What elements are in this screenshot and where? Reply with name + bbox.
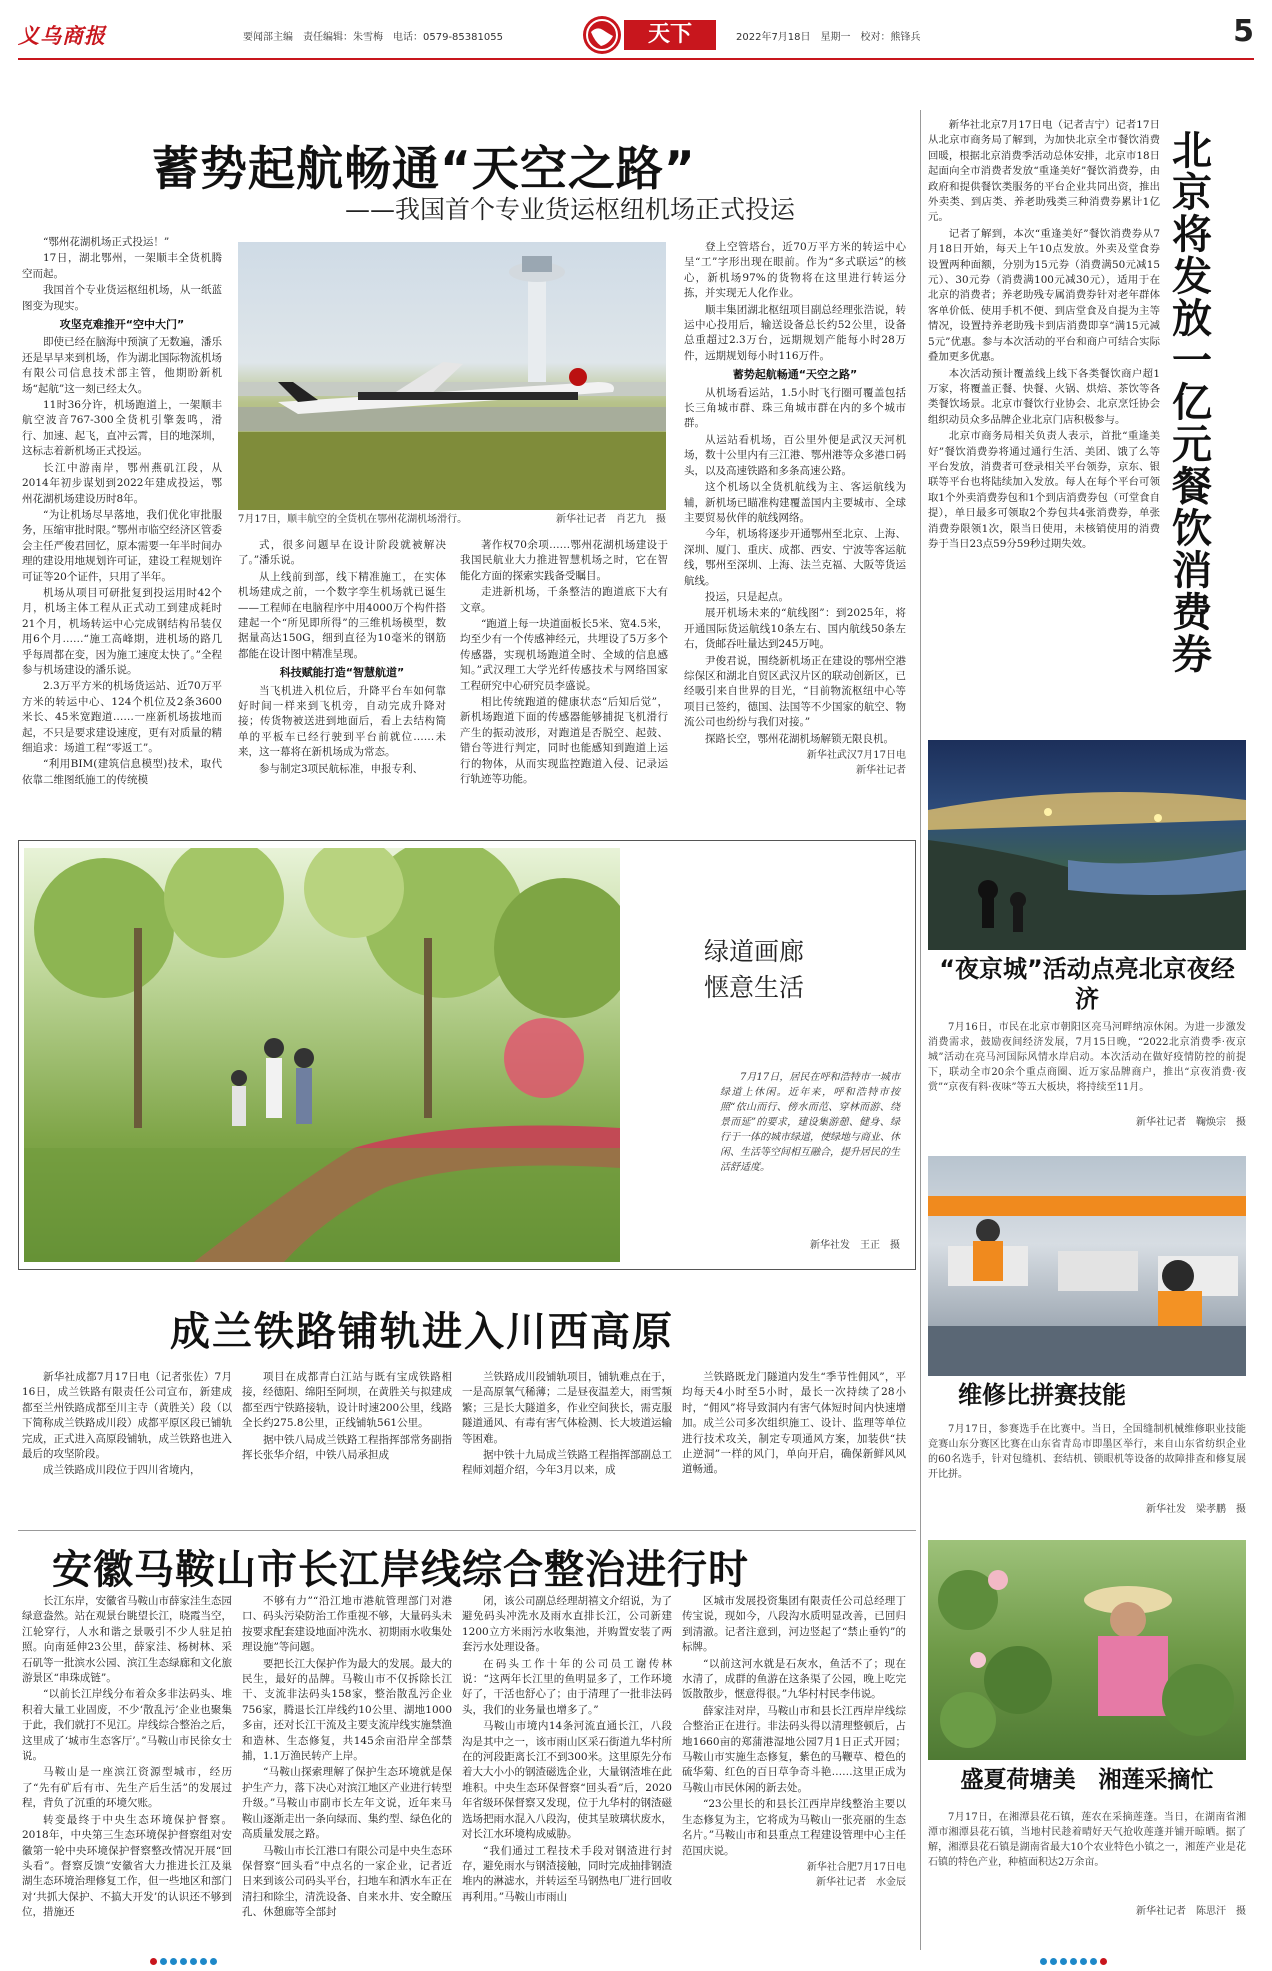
anhui-col2: 不够有力”“沿江地市港航管理部门对港口、码头污染防治工作重视不够，大量码头未按要求配套建设地面冲洗水、初期雨水收集处理设施”等问题。 要把长江大保护作为最大的发展。最大的民生，最好的品牌。马鞍山市不仅拆除长江干、支流非法码头158家，整治散乱污企业756家，腾退长江岸线约10公里、湖地1000多亩，还对长江干流及主要支流岸线实施禁渔和造林、生态修复，共145余亩沿岸全部禁捕，1.1万渔民转产上岸。 “马鞍山探索理解了保护生态环境就是保护生产力，落下决心对滨江地区产业进行转型升级。”马鞍山市副市长左年文说，近年来马鞍山逐渐走出一条向绿而、集约型、绿色化的高质量发展之路。 马鞍山市长江港口有限公司是中央生态环保督察“回头看”中点名的一家企业，记者近日来到该公司码头平台，扫地车和洒水车正在清扫和除尘，清洗设备、自来水井、安全瞭压孔、休憩廊等全部封 [242,1595,452,1919]
airport-col2: 式，很多问题早在设计阶段就被解决了。”潘乐说。 从上线前到部，线下精准施工，在实体机场建成之前，一个数字孪生机场就已诞生——工程师在电脑程序中用4000万个构件搭建起一个“所见即所得”的三维机场模型，数据量高达150G，细到直径为10毫米的钢筋都能在设计图中精准呈现。 科技赋能打造“智慧航道” 当飞机进入机位后，升降平台车如何靠好时间一样来到飞机旁，自动完成升降对接；传货物被送进到地面后，看上去结构简单的平板车已经行驶到平台前就位……未来，这一幕将在新机场成为常态。 参与制定3项民航标准，申报专利、 [238,539,446,775]
airport-photo-caption: 7月17日，顺丰航空的全货机在鄂州花湖机场滑行。 新华社记者 肖艺九 摄 [238,514,666,525]
airport-col4: 登上空管塔台，近70万平方米的转运中心呈“工”字形出现在眼前。作为“多式联运”的核心，新机场97%的货物将在这里进行转运分拣，并实现无人化作业。 顺丰集团湖北枢纽项目副总经理张浩说，转运中心投用后，输送设备总长约52公里，设备总重超过2.3万台，远期规划产能每小时28万件，远期规划每小时116万件。 蓄势起航畅通“天空之路” 从机场看运站，1.5小时飞行圈可覆盖包括长三角城市群、珠三角城市群在内的多个城市群。 从运站看机场，百公里外便是武汉天河机场，数十公里内有三江港、鄂州港等众多港口码头，以及高速铁路和多条高速公路。 这个机场以全货机航线为主、客运航线为辅，新机场已瞄准构建覆盖国内主要城市、全球主要贸易伙伴的航线网络。 今年，机场将逐步开通鄂州至北京、上海、深圳、厦门、重庆、成都、西安、宁波等客运航线，鄂州至深圳、上海、法兰克福、大阪等货运航线。 投运，只是起点。 展开机场未来的“航线图”：到2025年，将开通国际货运航线10条左右、国内航线50条左右，货邮吞吐量达到245万吨。 尹俊君说，围绕新机场正在建设的鄂州空港综保区和湖北自贸区武汉片区的联动创新区，已经吸引来自世界的目光，“目前物流枢纽中心等项目已签约，德国、法国等不少国家的航空、物流公司也纷纷与我们对接。” 探路长空，鄂州花湖机场解锁无限良机。 新华社武汉7月17日电 新华社记者 [684,241,906,777]
airport-subheadline: ——我国首个专业货运枢纽机场正式投运 [345,195,796,224]
repair-caption: 7月17日，参赛选手在比赛中。当日，全国缝制机械维修职业技能竞赛山东分赛区比赛在山东省青岛市即墨区举行，来自山东省纺织企业的60名选手，针对包缝机、套结机、锁眼机等设备的故障排查和修复展开比拼。 [928,1424,1246,1480]
lotus-caption: 7月17日，在湘潭县花石镇，莲农在采摘莲蓬。当日，在湖南省湘潭市湘潭县花石镇，当地村民趁着晴好天气抢收莲蓬并铺开晾晒。据了解，湘潭县花石镇是湖南省最大10个农业特色小镇之一，湘莲产业是花石镇的特色产业，种植面积达2万余亩。 [928,1812,1246,1868]
rail-col4: 兰铁路既龙门隧道内发生“季节性佣风”，平均每天4小时至5小时，最长一次持续了28小时，“佣风”将导致洞内有害气体短时间内快速增加。成兰公司多次组织施工、设计、监理等单位进行技术攻关，制定专项通风方案，加装供“扶止逆洞”一样的风门，单向开启，确保新鲜风风道畅通。 [682,1371,906,1476]
header-rule [18,58,1254,60]
greenway-photo [24,848,620,1262]
greenway-credit: 新华社发 王正 摄 [810,1240,900,1251]
greenway-caption: 7月17日，居民在呼和浩特市一城市绿道上休闲。近年来，呼和浩特市按照“依山而行、傍水而范、穿林而游、绕景而延”的要求，建设集游憩、健身、绿行于一体的城市绿道，使绿地与商业、休闲、生活等空间相互融合，提升居民的生活舒适度。 [720,1072,900,1173]
airport-photo [238,242,666,510]
section-label: 天下 [624,20,716,50]
airport-col3: 著作权70余项……鄂州花湖机场建设于我国民航业大力推进智慧机场之时，它在智能化方面的探索实践备受瞩目。 走进新机场，千条整洁的跑道底下大有文章。 “跑道上每一块道面板长5米、宽4.5米，均至少有一个传感神经元，共埋设了5万多个传感器，实现机场跑道全时、全域的信息感知。”武汉理工大学光纤传感技术与网络国家工程研究中心研究员李盛说。 相比传统跑道的健康状态“后知后觉”，新机场跑道下面的传感器能够捕捉飞机滑行产生的振动波形，对跑道是否脱空、起鼓、错台等进行判定，同时也能感知到跑道上运行的物体，从而实现监控跑道入侵、记录运行轨迹等功能。 [460,539,668,786]
airport-col1: “鄂州花湖机场正式投运！” 17日，湖北鄂州，一架顺丰全货机腾空而起。 我国首个专业货运枢纽机场，从一纸蓝图变为现实。 攻坚克难推开“空中大门” 即使已经在脑海中预演了无数遍，潘乐还是早早来到机场，作为湖北国际物流机场有限公司信息技术部主管，他期盼新机场“起航”这一刻已经太久。 11时36分许，机场跑道上，一架顺丰航空波音767-300全货机引擎轰鸣，滑行、加速、起飞，直冲云霄，目的地深圳，这标志着新机场正式投运。 长江中游南岸，鄂州燕矶江段，从2014年初步谋划到2022年建成投运，鄂州花湖机场建设历时8年。 “为让机场尽早落地，我们优化审批服务，压缩审批时限。”鄂州市临空经济区管委会主任严俊君回忆，原本需要一年半时间办理的建设用地规划许可证，建设工程规划许可证等20个证件，只用了半年。 机场从项目可研批复到投运用时42个月，机场主体工程从正式动工到建成耗时21个月，机场转运中心完成钢结构吊装仅用6个月……“施工高峰期，进机场的路几乎每周都在变，因为施工速度太快了。”全程参与机场建设的潘乐说。 2.3万平方米的机场货运站、近70万平方米的转运中心、124个机位及2条3600米长、45米宽跑道……一座新机场拔地而起，不只是要求建设速度，更有对质量的精细追求：场道工程“零返工”。 “利用BIM(建筑信息模型)技术，取代依靠二维图纸施工的传统模 [22,236,222,786]
lotus-headline: 盛夏荷塘美 湘莲采摘忙 [960,1767,1214,1793]
night-city-photo [928,740,1246,950]
night-headline: “夜京城”活动点亮北京夜经济 [939,955,1235,1013]
anhui-headline: 安徽马鞍山市长江岸线综合整治进行时 [52,1547,749,1593]
beijing-article-body: 新华社北京7月17日电（记者吉宁）记者17日从北京市商务局了解到，为加快北京全市餐饮消费回暖，根据北京消费季活动总体安排，北京市18日起面向全市消费者发放“重逢美好”餐饮消费券，由政府和提供餐饮类服务的平台企业共同出资，推出外卖类、到店类、养老助残类三种消费券累计1亿元。 记者了解到，本次“重逢美好”餐饮消费券从7月18日开始，每天上午10点发放。外卖及堂食券设置两种面额，分别为15元券（消费满50元减15元）、30元券（消费满100元减30元），适用于在北京的消费者；养老助残专属消费券针对老年群体客单价低、使用手机不便、到店堂食及自提为主等情况，设置持养老助残卡到店消费即享“满15元减5元”优惠。参与本次活动的平台和商户可结合实际叠加更多优惠。 本次活动预计覆盖线上线下各类餐饮商户超1万家，将覆盖正餐、快餐、火锅、烘焙、茶饮等各类餐饮场景。北京市餐饮行业协会、北京烹饪协会组织动员众多品牌企业北京门店积极参与。 北京市商务局相关负责人表示，首批“重逢美好”餐饮消费券将通过通行生活、美团、饿了么等平台发放，消费者可登录相关平台领券，京东、银联等平台也将陆续加入发放。每人在每个平台可领取1个外卖消费券包和1个到店消费券包（可堂食自提），单日最多可领取2个券包共4张消费券，单张消费券限领1次，限当日使用，未核销使用的消费券于当日23点59分59秒过期失效。 [928,119,1160,550]
page-number: 5 [1233,14,1254,49]
rail-headline: 成兰铁路铺轨进入川西高原 [170,1309,674,1355]
greenway-title: 绿道画廊 惬意生活 [704,937,805,1002]
rail-col2: 项目在成都青白江站与既有宝成铁路相接，经德阳、绵阳至阿坝，在黄胜关与拟建成都至西宁铁路接轨，设计时速200公里，线路全长约275.8公里，正线铺轨561公里。 据中铁八局成兰铁路工程指挥部常务副指挥长张华介绍，中铁八局承担成 [242,1371,452,1462]
night-credit: 新华社记者 鞠焕宗 摄 [1136,1117,1246,1128]
lotus-harvest-photo [928,1540,1246,1760]
rail-col3: 兰铁路成川段铺轨项目，铺轨难点在于，一是高原氧气稀薄；二是昼夜温差大，雨雪频繁；三是长大隧道多，作业空间狭长，需克服隧道通风、有毒有害气体检测、长大坡道运输等困难。 据中铁十九局成兰铁路工程指挥部副总工程师刘超介绍，今年3月以来，成 [462,1371,672,1477]
column-divider [920,110,921,1950]
footer-dots-right [1040,1950,1110,1969]
repair-contest-photo [928,1156,1246,1376]
anhui-col3: 闭，该公司副总经理胡禧文介绍说，为了避免码头冲洗水及雨水直排长江，公司新建1200立方米雨污水收集池，并购置安装了两套污水处理设备。 在码头工作十年的公司员工谢传林说：“这两年长江里的鱼明显多了，工作环境好了，干活也舒心了；由于清理了一批非法码头，我们的业务量也增多了。” 马鞍山市境内14条河流直通长江，八段沟是其中之一，该市雨山区采石街道九华村所在的河段距离长江不到300米。这里原先分布着大大小小的钢渣磁选企业，大量钢渣堆在此堆积。中央生态环保督察“回头看”后，2020年省级环保督察又发现，位于九华村的钢渣磁选场把雨水混入八段沟，使其呈玻璃状废水，对长江水环境构成威胁。 “我们通过工程技术手段对钢渣进行封存，避免雨水与钢渣接触，同时完成抽排钢渣堆内的淋滤水，并转运至马钢热电厂进行回收再利用。”马鞍山市雨山 [462,1595,672,1903]
repair-headline: 维修比拼赛技能 [958,1381,1126,1409]
globe-logo-icon [583,16,621,54]
rail-col1: 新华社成都7月17日电（记者张佐）7月16日，成兰铁路有限责任公司宣布，新建成都至兰州铁路成都至川主寺（黄胜关）段（以下简称成兰铁路成川段）成都平原区段已铺轨完成，正式进入高原段铺轨，成兰铁路也进入最后的攻坚阶段。 成兰铁路成川段位于四川省境内， [22,1371,232,1477]
footer-dots-left [150,1950,220,1969]
editor-info: 要闻部主编 责任编辑：朱雪梅 电话：0579-85381055 [243,32,503,43]
anhui-col4: 区城市发展投资集团有限责任公司总经理丁传宝说，现如今，八段沟水质明显改善，已回归到清澈。记者注意到，河边竖起了“禁止垂钓”的标牌。 “以前这河水就是石灰水，鱼活不了；现在水清了，成群的鱼游在这条渠了公园，晚上吃完饭散散步，惬意得很。”九华村村民李伟说。 薛家洼对岸，马鞍山市和县长江西岸岸线综合整治正在进行。非法码头得以清理整顿后，占地1660亩的郑蒲港湿地公园7月1日正式开园；马鞍山市实施生态修复，紫色的马鞭草、橙色的硫华菊、红色的百日草争奇斗艳……这里正成为马鞍山市民休闲的新去处。 “23公里长的和县长江西岸岸线整治主要以生态修复为主，它将成为马鞍山一张亮丽的生态名片。”马鞍山市和县重点工程建设管理中心主任范国庆说。 新华社合肥7月17日电 新华社记者 水金辰 [682,1595,906,1889]
masthead [18,14,1254,56]
airport-headline: 蓄势起航畅通“天空之路” [152,142,696,197]
date-info: 2022年7月18日 星期一 校对：熊锋兵 [736,32,921,43]
beijing-headline: 北京将发放一亿元餐饮消费券 [1172,128,1212,678]
night-caption: 7月16日，市民在北京市朝阳区亮马河畔纳凉休闲。为进一步激发消费需求，鼓励夜间经济发展，7月15日晚，“2022北京消费季·夜京城”活动在亮马河国际风情水岸启动。本次活动在做好疫情防控的前提下，联动全市20余个重点商圈、近万家品牌商户，推出“京夜消费·夜赏”“京夜有料·夜味”等五大板块，将持续至11月。 [928,1022,1246,1093]
repair-credit: 新华社发 梁孝鹏 摄 [1146,1504,1246,1515]
lotus-credit: 新华社记者 陈思汗 摄 [1136,1906,1246,1917]
section-divider [18,1530,916,1531]
paper-name: 义乌商报 [18,23,106,48]
anhui-col1: 长江东岸，安徽省马鞍山市薛家洼生态园绿意盎然。站在观景台眺望长江，晓霞当空，江轮穿行，人水和谐之景吸引不少人驻足拍照。向南延伸23公里，薛家洼、杨树林、采石矶等一批滨水公园、滨江生态绿廊和文化旅游景区“串珠成链”。 “以前长江岸线分布着众多非法码头、堆积着大量工业固废，不少‘散乱污’企业也聚集于此，我们就打不见江。岸线综合整治之后，这里成了‘城市生态客厅’。”马鞍山市民徐女士说。 马鞍山是一座滨江资源型城市，经历了“先有矿后有市、先生产后生活”的发展过程，背负了沉重的环境欠账。 转变最终于中央生态环境保护督察。2018年，中央第三生态环境保护督察组对安徽第一轮中央环境保护督察整改情况开展“回头看”。督察反馈“安徽省大力推进长江及巢湖生态环境治理修复工作，但一些地区和部门对‘共抓大保护、不搞大开发’的认识还不够到位，措施还 [22,1595,232,1919]
